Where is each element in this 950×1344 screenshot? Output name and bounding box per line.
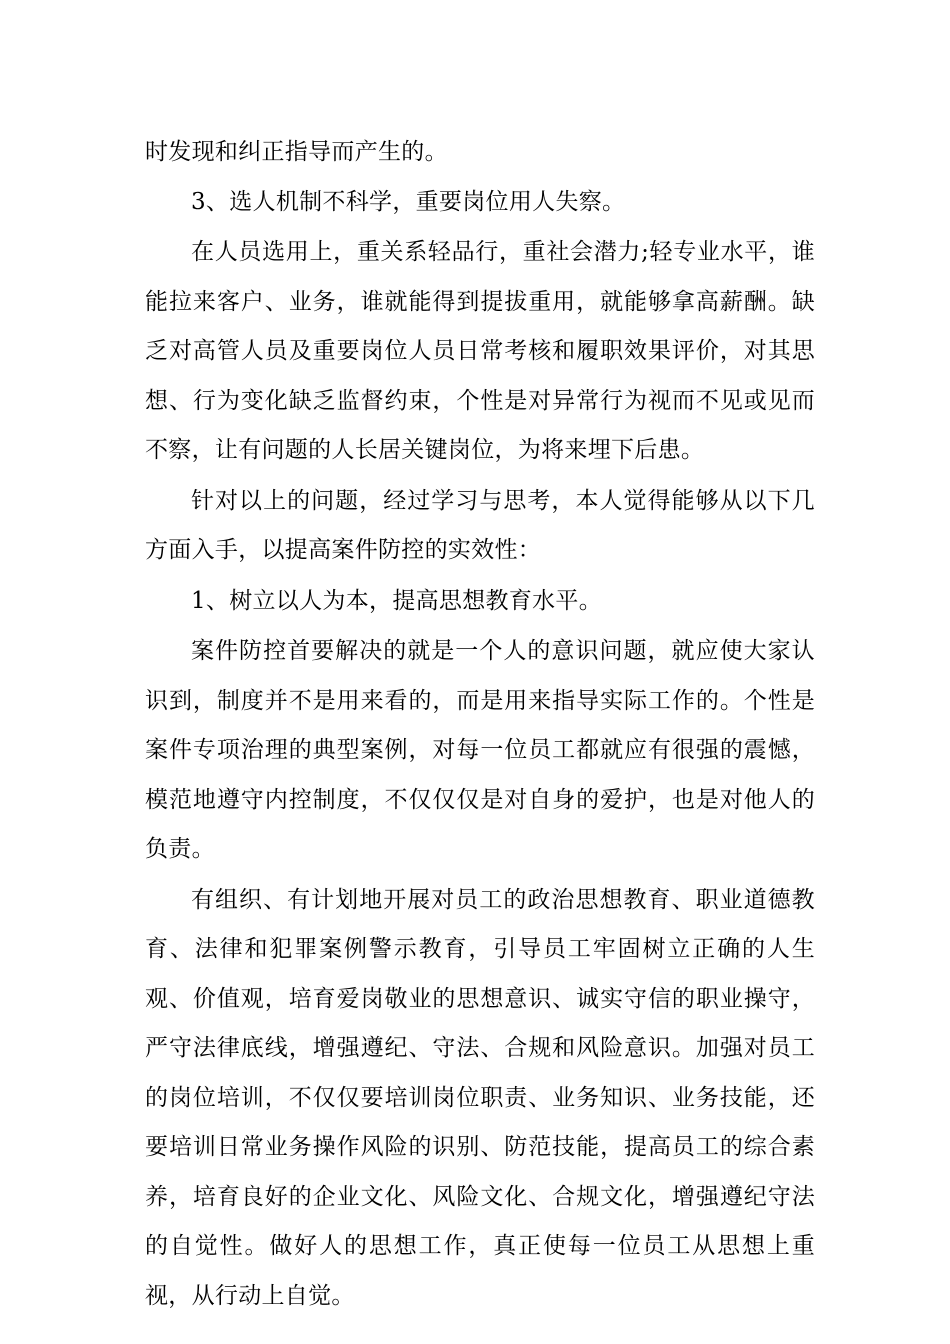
paragraph-7: 有组织、有计划地开展对员工的政治思想教育、职业道德教育、法律和犯罪案例警示教育，引导员工牢固树立正确的人生观、价值观，培育爱岗敬业的思想意识、诚实守信的职业操守，严守法律底线，增强遵纪、守法、合规和风险意识。加强对员工的岗位培训，不仅仅要培训岗位职责、业务知识、业务技能，还要培训日常业务操作风险的识别、防范技能，提高员工的综合素养，培育良好的企业文化、风险文化、合规文化，增强遵纪守法的自觉性。做好人的思想工作，真正使每一位员工从思想上重视，从行动上自觉。 — [145, 886, 815, 1309]
paragraph-5-heading: 1、树立以人为本，提高思想教育水平。 — [191, 587, 603, 614]
paragraph-3: 在人员选用上，重关系轻品行，重社会潜力;轻专业水平，谁能拉来客户、业务，谁就能得到提拔重用，就能够拿高薪酬。缺乏对高管人员及重要岗位人员日常考核和履职效果评价，对其思想、行为变化缺乏监督约束，个性是对异常行为视而不见或见而不察，让有问题的人长居关键岗位，为将来埋下后患。 — [145, 239, 815, 463]
paragraph-2-heading: 3、选人机制不科学，重要岗位用人失察。 — [191, 188, 626, 215]
paragraph-6: 案件防控首要解决的就是一个人的意识问题，就应使大家认识到，制度并不是用来看的，而是用来指导实际工作的。个性是案件专项治理的典型案例，对每一位员工都就应有很强的震憾，模范地遵守内控制度，不仅仅仅是对自身的爱护，也是对他人的负责。 — [145, 638, 815, 862]
paragraph-1: 时发现和纠正指导而产生的。 — [145, 139, 448, 165]
paragraph-4: 针对以上的问题，经过学习与思考，本人觉得能够从以下几方面入手，以提高案件防控的实效性： — [145, 487, 815, 563]
document-page — [145, 128, 815, 1322]
